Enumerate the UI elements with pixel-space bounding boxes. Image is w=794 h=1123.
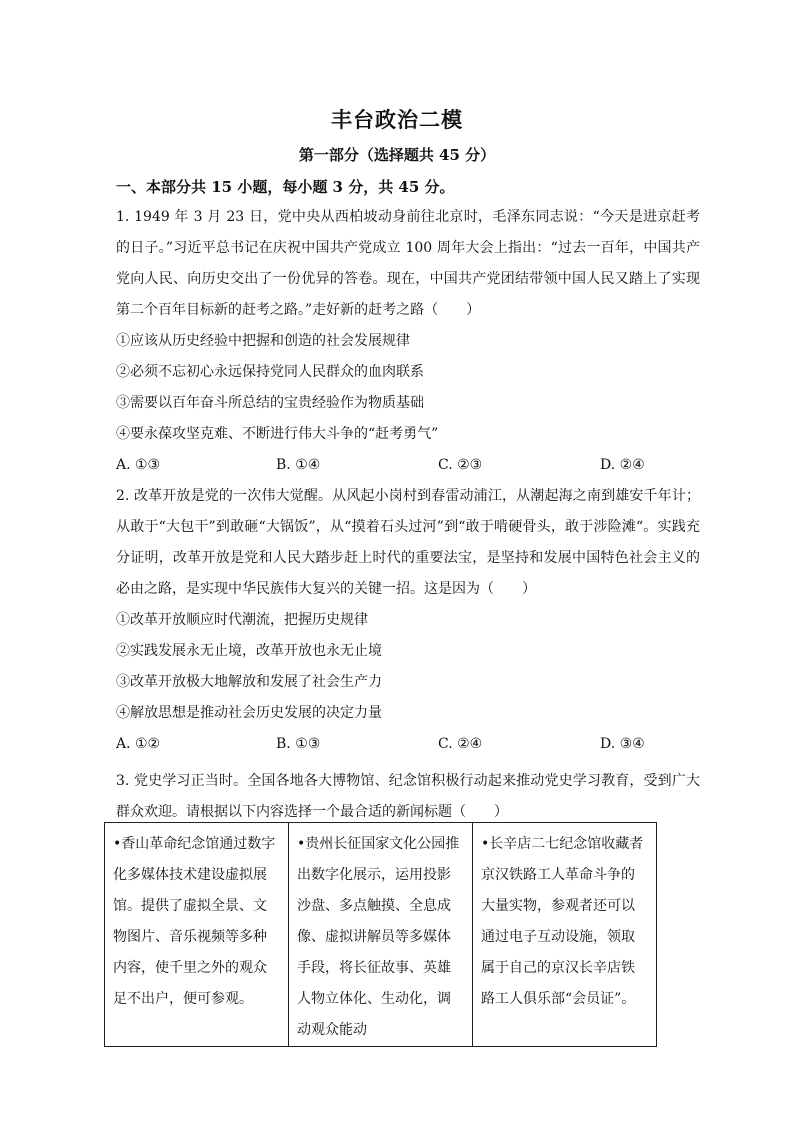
question-2 — [116, 481, 700, 760]
news-table — [104, 822, 657, 1047]
choice-d[interactable]: D. ②④ — [600, 457, 645, 473]
question-1 — [116, 202, 700, 481]
page-title: 丰台政治二模 — [331, 107, 463, 132]
question-stem: 3. 党史学习正当时。全国各地各大博物馆、纪念馆积极行动起来推动党史学习教育，受到广大群众欢迎。请根据以下内容选择一个最合适的新闻标题（ ） — [116, 773, 700, 820]
question-option: ③改革开放极大地解放和发展了社会生产力 — [116, 674, 382, 690]
question-stem: 2. 改革开放是党的一次伟大觉醒。从风起小岗村到春雷动浦江，从潮起海之南到雄安千年计；从敢于“大包干”到敢砸“大锅饭”，从“摸着石头过河”到“敢于啃硬骨头，敢于涉险滩“。实践充分证明，改革开放是党和人民大踏步赶上时代的重要法宝，是坚持和发展中国特色社会主义的必由之路，是实现中华民族伟大复兴的关键一招。这是因为（ ） — [116, 488, 700, 597]
choice-c[interactable]: C. ②④ — [438, 736, 483, 752]
choice-a[interactable]: A. ①② — [116, 736, 161, 752]
choice-a[interactable]: A. ①③ — [116, 457, 161, 473]
question-stem: 1. 1949 年 3 月 23 日，党中央从西柏坡动身前往北京时，毛泽东同志说：“今天是进京赶考的日子。”习近平总书记在庆祝中国共产党成立 100 周年大会上指出：“过去一百年，中国共产党向人民、向历史交出了一份优异的答卷。现在，中国共产党团结带领中国人民又踏上了实现第二个百年目标新的赶考之路。”走好新的赶考之路（ ） — [116, 209, 700, 318]
question-option: ④要永葆攻坚克难、不断进行伟大斗争的“赶考勇气” — [116, 426, 439, 442]
table-row — [105, 823, 657, 1047]
question-option: ④解放思想是推动社会历史发展的决定力量 — [116, 705, 382, 721]
choice-d[interactable]: D. ③④ — [600, 736, 645, 752]
question-option: ①应该从历史经验中把握和创造的社会发展规律 — [116, 333, 410, 349]
choice-c[interactable]: C. ②③ — [438, 457, 483, 473]
table-cell: •香山革命纪念馆通过数字化多媒体技术建设虚拟展馆。提供了虚拟全景、文物图片、音乐视频等多种内容，使千里之外的观众足不出户，便可参观。 — [105, 823, 289, 1047]
answer-choices — [116, 450, 700, 481]
question-option: ①改革开放顺应时代潮流，把握历史规律 — [116, 612, 368, 628]
answer-choices — [116, 729, 700, 760]
table-cell: •贵州长征国家文化公园推出数字化展示，运用投影沙盘、多点触摸、全息成像、虚拟讲解员等多媒体手段，将长征故事、英雄人物立体化、生动化，调动观众能动 — [289, 823, 473, 1047]
question-option: ③需要以百年奋斗所总结的宝贵经验作为物质基础 — [116, 395, 424, 411]
question-option: ②必须不忘初心永远保持党同人民群众的血肉联系 — [116, 364, 424, 380]
section-heading: 一、本部分共 15 小题，每小题 3 分，共 45 分。 — [116, 178, 455, 196]
part-heading: 第一部分（选择题共 45 分） — [298, 146, 496, 164]
choice-b[interactable]: B. ①③ — [276, 736, 321, 752]
choice-b[interactable]: B. ①④ — [276, 457, 321, 473]
table-cell: •长辛店二七纪念馆收藏者京汉铁路工人革命斗争的大量实物，参观者还可以通过电子互动设施，领取属于自己的京汉长辛店铁路工人俱乐部“会员证”。 — [473, 823, 657, 1047]
question-option: ②实践发展永无止境，改革开放也永无止境 — [116, 643, 382, 659]
question-3 — [116, 766, 700, 828]
